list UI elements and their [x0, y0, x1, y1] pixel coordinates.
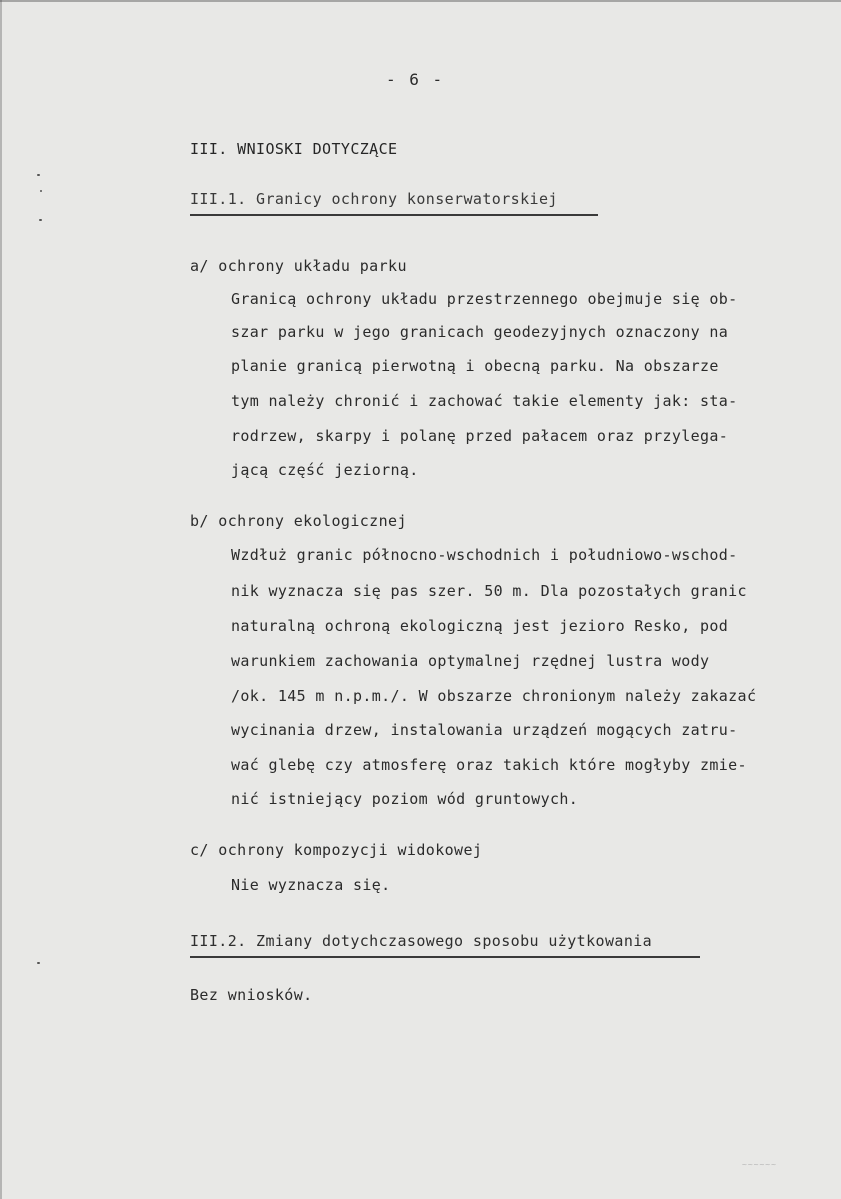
- item-a-line: szar parku w jego granicach geodezyjnych oznaczony na: [231, 323, 729, 341]
- item-b-line: naturalną ochroną ekologiczną jest jezioro Resko, pod: [231, 617, 729, 635]
- item-a-line: planie granicą pierwotną i obecną parku. Na obszarze: [231, 357, 719, 375]
- section-title-underline: [190, 956, 700, 958]
- scan-speck: [37, 174, 40, 176]
- scan-speck: [40, 190, 42, 192]
- section-body: Bez wniosków.: [190, 986, 313, 1004]
- item-c-line: Nie wyznacza się.: [231, 876, 391, 894]
- item-b-line: nić istniejący poziom wód gruntowych.: [231, 790, 579, 808]
- section-title: III.2. Zmiany dotychczasowego sposobu użytkowania: [190, 932, 653, 950]
- item-b-line: warunkiem zachowania optymalnej rzędnej lustra wody: [231, 652, 710, 670]
- item-b-line: wać glebę czy atmosferę oraz takich które mogłyby zmie-: [231, 756, 747, 774]
- item-b-label: b/ ochrony ekologicznej: [190, 512, 407, 530]
- section-title: III.1. Granicy ochrony konserwatorskiej: [190, 190, 558, 208]
- scan-edge-top: [0, 0, 841, 2]
- item-a-line: rodrzew, skarpy i polanę przed pałacem oraz przylega-: [231, 427, 729, 445]
- item-b-line: /ok. 145 m n.p.m./. W obszarze chronionym należy zakazać: [231, 687, 757, 705]
- item-a-line: Granicą ochrony układu przestrzennego obejmuje się ob-: [231, 290, 738, 308]
- item-b-line: wycinania drzew, instalowania urządzeń mogących zatru-: [231, 721, 738, 739]
- item-c-label: c/ ochrony kompozycji widokowej: [190, 841, 483, 859]
- chapter-heading: III. WNIOSKI DOTYCZĄCE: [190, 140, 398, 158]
- item-a-line: tym należy chronić i zachować takie elementy jak: sta-: [231, 392, 738, 410]
- page-number: - 6 -: [386, 70, 445, 89]
- item-a-label: a/ ochrony układu parku: [190, 257, 407, 275]
- section-title-underline: [190, 214, 598, 216]
- scan-edge-left: [0, 0, 2, 1199]
- item-b-line: Wzdłuż granic północno-wschodnich i południowo-wschod-: [231, 546, 738, 564]
- item-b-line: nik wyznacza się pas szer. 50 m. Dla pozostałych granic: [231, 582, 747, 600]
- scan-speck: [37, 962, 40, 964]
- scan-faint-mark: ~~~~~~: [742, 1160, 777, 1169]
- item-a-line: jącą część jeziorną.: [231, 461, 419, 479]
- scan-speck: [39, 219, 42, 221]
